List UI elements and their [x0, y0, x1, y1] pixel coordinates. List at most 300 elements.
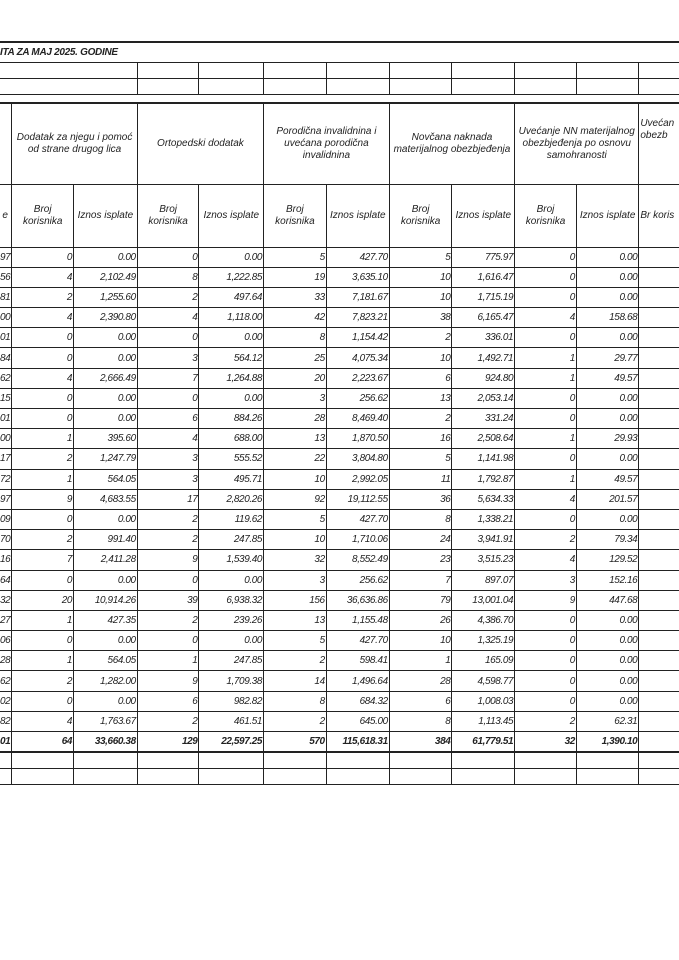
table-row [0, 388, 679, 408]
table-cell: 336.01 [452, 328, 515, 348]
table-cell: 19,112.55 [326, 489, 389, 509]
table-cell: 10 [389, 287, 452, 307]
table-cell: 9 [137, 550, 199, 570]
cell-fragment: 82 [0, 711, 12, 731]
table-cell: 0 [515, 247, 577, 267]
table-cell: 1,141.98 [452, 449, 515, 469]
table-cell: 6,938.32 [199, 590, 264, 610]
table-cell: 0.00 [74, 328, 138, 348]
table-row [0, 328, 679, 348]
table-cell: 2,053.14 [452, 388, 515, 408]
table-cell: 29.93 [576, 429, 638, 449]
blank-row [0, 769, 679, 785]
table-cell: 0 [137, 388, 199, 408]
table-cell: 564.05 [74, 651, 138, 671]
table-cell: 4 [12, 711, 74, 731]
cell-fragment: 84 [0, 348, 12, 368]
group-header-njega: Dodatak za njegu i pomoć od strane drugog lica [12, 103, 137, 185]
table-cell: 2,390.80 [74, 308, 138, 328]
cell-fragment: 16 [0, 550, 12, 570]
cell-fragment: 17 [0, 449, 12, 469]
table-row [0, 509, 679, 529]
table-row [0, 368, 679, 388]
table-cell: 1,710.06 [326, 530, 389, 550]
table-row [0, 308, 679, 328]
table-cell: 49.57 [576, 469, 638, 489]
subheader-row [0, 184, 679, 247]
table-cell: 5,634.33 [452, 489, 515, 509]
table-cell: 1,715.19 [452, 287, 515, 307]
table-cell: 2,508.64 [452, 429, 515, 449]
table-row [0, 550, 679, 570]
table-cell: 239.26 [199, 610, 264, 630]
table-cell: 688.00 [199, 429, 264, 449]
group-header-ortopedski: Ortopedski dodatak [137, 103, 263, 185]
table-cell: 36 [389, 489, 452, 509]
table-cell: 33,660.38 [74, 732, 138, 753]
table-cell: 8 [264, 691, 327, 711]
table-cell: 23 [389, 550, 452, 570]
total-row [0, 732, 679, 753]
table-cell: 17 [137, 489, 199, 509]
table-row [0, 247, 679, 267]
table-cell: 1,154.42 [326, 328, 389, 348]
table-cell: 2 [264, 651, 327, 671]
table-cell: 2 [137, 509, 199, 529]
table-cell: 119.62 [199, 509, 264, 529]
table-cell: 564.12 [199, 348, 264, 368]
table-cell: 8 [389, 509, 452, 529]
cell-fragment: 01 [0, 732, 12, 753]
table-cell: 3 [264, 388, 327, 408]
table-cell: 1,496.64 [326, 671, 389, 691]
table-cell: 1,539.40 [199, 550, 264, 570]
table-cell: 0 [137, 328, 199, 348]
table-cell: 0.00 [74, 509, 138, 529]
table-cell: 1,709.38 [199, 671, 264, 691]
table-cell: 1,008.03 [452, 691, 515, 711]
table-cell: 0.00 [74, 247, 138, 267]
table-cell: 33 [264, 287, 327, 307]
table-cell: 1 [137, 651, 199, 671]
table-cell: 247.85 [199, 651, 264, 671]
table-cell: 39 [137, 590, 199, 610]
cell-fragment: 62 [0, 671, 12, 691]
table-cell: 129.52 [576, 550, 638, 570]
group-header-uvecanje-nn: Uvećanje NN materijalnog obezbjeđenja po osnovu samohranosti [515, 103, 639, 185]
table-cell: 2 [389, 409, 452, 429]
table-cell: 2,223.67 [326, 368, 389, 388]
table-cell: 1,282.00 [74, 671, 138, 691]
table-cell: 1,492.71 [452, 348, 515, 368]
group-header-row [0, 103, 679, 185]
cell-fragment: 70 [0, 530, 12, 550]
report-table-container [0, 41, 679, 785]
table-cell: 2 [389, 328, 452, 348]
table-cell: 0 [137, 570, 199, 590]
table-cell: 1 [515, 469, 577, 489]
table-cell: 16 [389, 429, 452, 449]
table-cell: 0.00 [74, 691, 138, 711]
table-row [0, 651, 679, 671]
table-cell: 2 [12, 287, 74, 307]
table-cell: 4,683.55 [74, 489, 138, 509]
table-cell: 427.70 [326, 631, 389, 651]
table-cell: 4,075.34 [326, 348, 389, 368]
table-cell: 79.34 [576, 530, 638, 550]
table-cell: 1 [12, 429, 74, 449]
table-cell: 1 [12, 610, 74, 630]
table-cell: 1,325.19 [452, 631, 515, 651]
table-cell: 924.80 [452, 368, 515, 388]
table-cell: 42 [264, 308, 327, 328]
table-cell: 684.32 [326, 691, 389, 711]
table-cell: 92 [264, 489, 327, 509]
subheader: Iznos isplate [74, 184, 138, 247]
table-row [0, 449, 679, 469]
cell-fragment: 81 [0, 287, 12, 307]
table-cell: 0 [12, 328, 74, 348]
table-cell: 7 [12, 550, 74, 570]
table-cell: 2 [137, 287, 199, 307]
table-row [0, 711, 679, 731]
table-cell: 4 [137, 308, 199, 328]
table-cell: 152.16 [576, 570, 638, 590]
subheader: Broj korisnika [137, 184, 199, 247]
table-cell: 20 [12, 590, 74, 610]
report-table [0, 41, 679, 785]
table-cell: 13 [264, 429, 327, 449]
table-cell: 2 [137, 711, 199, 731]
table-cell: 247.85 [199, 530, 264, 550]
table-cell: 2 [12, 449, 74, 469]
table-cell: 156 [264, 590, 327, 610]
table-cell: 13,001.04 [452, 590, 515, 610]
table-cell: 1 [515, 429, 577, 449]
table-cell: 461.51 [199, 711, 264, 731]
table-cell: 0.00 [576, 409, 638, 429]
table-cell: 0 [12, 691, 74, 711]
table-cell: 4,386.70 [452, 610, 515, 630]
table-cell: 395.60 [74, 429, 138, 449]
table-cell: 3,941.91 [452, 530, 515, 550]
table-cell: 2,666.49 [74, 368, 138, 388]
table-cell: 1,390.10 [576, 732, 638, 753]
table-cell: 0.00 [576, 631, 638, 651]
table-cell: 991.40 [74, 530, 138, 550]
table-cell: 1,616.47 [452, 267, 515, 287]
table-cell: 3,515.23 [452, 550, 515, 570]
table-cell: 331.24 [452, 409, 515, 429]
table-cell: 4 [515, 550, 577, 570]
table-cell: 1 [515, 348, 577, 368]
table-cell: 10 [389, 631, 452, 651]
table-cell: 115,618.31 [326, 732, 389, 753]
table-cell: 1,264.88 [199, 368, 264, 388]
subheader: Br koris [639, 184, 679, 247]
table-cell: 4 [12, 267, 74, 287]
table-cell: 0.00 [576, 247, 638, 267]
cell-fragment: 72 [0, 469, 12, 489]
cell-fragment: 62 [0, 368, 12, 388]
table-cell: 0.00 [576, 691, 638, 711]
cell-fragment: 00 [0, 308, 12, 328]
table-cell: 4 [12, 308, 74, 328]
table-cell: 158.68 [576, 308, 638, 328]
subheader: Iznos isplate [452, 184, 515, 247]
table-cell: 8 [264, 328, 327, 348]
group-header-novcana: Novčana naknada materijalnog obezbjeđenja [389, 103, 514, 185]
table-cell: 10 [264, 469, 327, 489]
table-cell: 0.00 [74, 631, 138, 651]
cell-fragment: 27 [0, 610, 12, 630]
table-cell: 4 [12, 368, 74, 388]
table-cell: 0 [12, 409, 74, 429]
table-row [0, 610, 679, 630]
table-cell: 447.68 [576, 590, 638, 610]
table-cell: 0 [515, 287, 577, 307]
cell-fragment: 97 [0, 489, 12, 509]
table-cell: 0 [515, 409, 577, 429]
table-cell: 2 [12, 530, 74, 550]
blank-row [0, 752, 679, 769]
table-cell: 0 [515, 651, 577, 671]
subheader: Iznos isplate [199, 184, 264, 247]
table-cell: 4 [515, 308, 577, 328]
table-cell: 2,102.49 [74, 267, 138, 287]
table-cell: 3 [515, 570, 577, 590]
table-cell: 427.35 [74, 610, 138, 630]
table-cell: 7,181.67 [326, 287, 389, 307]
table-cell: 2 [515, 530, 577, 550]
table-cell: 2,411.28 [74, 550, 138, 570]
table-cell: 5 [389, 247, 452, 267]
table-cell: 9 [137, 671, 199, 691]
table-cell: 0 [515, 691, 577, 711]
table-cell: 0.00 [576, 509, 638, 529]
table-row [0, 287, 679, 307]
table-cell: 6 [389, 368, 452, 388]
cell-fragment: 06 [0, 631, 12, 651]
title-row [0, 42, 679, 63]
table-cell: 0.00 [576, 328, 638, 348]
table-cell: 1 [515, 368, 577, 388]
table-cell: 427.70 [326, 509, 389, 529]
table-cell: 8 [389, 711, 452, 731]
table-row [0, 267, 679, 287]
table-cell: 0.00 [74, 348, 138, 368]
table-cell: 36,636.86 [326, 590, 389, 610]
table-cell: 1,792.87 [452, 469, 515, 489]
table-cell: 32 [515, 732, 577, 753]
table-cell: 0 [515, 631, 577, 651]
table-cell: 570 [264, 732, 327, 753]
table-cell: 1,155.48 [326, 610, 389, 630]
table-cell: 25 [264, 348, 327, 368]
table-cell: 555.52 [199, 449, 264, 469]
table-cell: 0.00 [199, 388, 264, 408]
cell-fragment: 97 [0, 247, 12, 267]
table-cell: 775.97 [452, 247, 515, 267]
table-cell: 2 [264, 711, 327, 731]
table-cell: 1 [12, 469, 74, 489]
table-cell: 6 [137, 691, 199, 711]
table-cell: 14 [264, 671, 327, 691]
table-cell: 0.00 [199, 247, 264, 267]
table-cell: 256.62 [326, 570, 389, 590]
table-cell: 0 [515, 267, 577, 287]
table-cell: 22 [264, 449, 327, 469]
table-cell: 1 [389, 651, 452, 671]
cell-fragment: 15 [0, 388, 12, 408]
table-cell: 0.00 [576, 267, 638, 287]
table-cell: 7 [389, 570, 452, 590]
table-cell: 645.00 [326, 711, 389, 731]
table-cell: 4,598.77 [452, 671, 515, 691]
table-cell: 129 [137, 732, 199, 753]
table-cell: 0 [515, 328, 577, 348]
table-cell: 0.00 [576, 651, 638, 671]
table-cell: 7,823.21 [326, 308, 389, 328]
blank-row [0, 63, 679, 79]
cell-fragment: 01 [0, 328, 12, 348]
table-row [0, 530, 679, 550]
table-cell: 1,247.79 [74, 449, 138, 469]
table-cell: 49.57 [576, 368, 638, 388]
group-header-porodicna: Porodična invalidnina i uvećana porodična invalidnina [264, 103, 390, 185]
table-cell: 0 [12, 570, 74, 590]
table-cell: 0 [515, 610, 577, 630]
blank-row [0, 79, 679, 95]
table-cell: 1,113.45 [452, 711, 515, 731]
table-row [0, 409, 679, 429]
table-row [0, 590, 679, 610]
subheader-fragment: e [0, 184, 12, 247]
table-cell: 0.00 [576, 449, 638, 469]
cell-fragment: 09 [0, 509, 12, 529]
table-cell: 0.00 [199, 328, 264, 348]
table-cell: 0 [12, 509, 74, 529]
table-cell: 5 [389, 449, 452, 469]
cell-fragment: 00 [0, 429, 12, 449]
table-cell: 598.41 [326, 651, 389, 671]
table-row [0, 570, 679, 590]
table-cell: 1,763.67 [74, 711, 138, 731]
table-cell: 2,992.05 [326, 469, 389, 489]
table-cell: 62.31 [576, 711, 638, 731]
table-cell: 201.57 [576, 489, 638, 509]
table-row [0, 489, 679, 509]
cell-fragment: 64 [0, 570, 12, 590]
table-cell: 10,914.26 [74, 590, 138, 610]
subheader: Iznos isplate [326, 184, 389, 247]
table-cell: 64 [12, 732, 74, 753]
table-cell: 3 [264, 570, 327, 590]
table-cell: 19 [264, 267, 327, 287]
table-row [0, 429, 679, 449]
subheader: Broj korisnika [515, 184, 577, 247]
cell-fragment: 32 [0, 590, 12, 610]
table-cell: 13 [264, 610, 327, 630]
table-cell: 0 [12, 631, 74, 651]
table-row [0, 348, 679, 368]
table-cell: 0 [515, 388, 577, 408]
table-cell: 0.00 [576, 610, 638, 630]
table-cell: 3 [137, 348, 199, 368]
table-cell: 6 [137, 409, 199, 429]
table-cell: 3 [137, 449, 199, 469]
table-cell: 2 [137, 530, 199, 550]
table-cell: 2 [137, 610, 199, 630]
table-cell: 20 [264, 368, 327, 388]
table-cell: 0.00 [74, 388, 138, 408]
table-cell: 6,165.47 [452, 308, 515, 328]
table-cell: 10 [389, 267, 452, 287]
subheader: Broj korisnika [264, 184, 327, 247]
table-row [0, 671, 679, 691]
table-cell: 0 [137, 247, 199, 267]
table-cell: 2 [515, 711, 577, 731]
table-cell: 0 [12, 388, 74, 408]
table-cell: 10 [389, 348, 452, 368]
table-cell: 0 [515, 449, 577, 469]
table-cell: 1,338.21 [452, 509, 515, 529]
table-cell: 0.00 [576, 388, 638, 408]
table-cell: 8,469.40 [326, 409, 389, 429]
table-cell: 9 [12, 489, 74, 509]
table-cell: 22,597.25 [199, 732, 264, 753]
table-row [0, 691, 679, 711]
table-cell: 0 [515, 671, 577, 691]
table-cell: 2,820.26 [199, 489, 264, 509]
table-cell: 0 [515, 509, 577, 529]
table-cell: 0.00 [74, 570, 138, 590]
table-row [0, 469, 679, 489]
table-cell: 0.00 [199, 631, 264, 651]
table-cell: 29.77 [576, 348, 638, 368]
table-cell: 1,118.00 [199, 308, 264, 328]
table-cell: 2 [12, 671, 74, 691]
table-cell: 495.71 [199, 469, 264, 489]
table-cell: 0 [137, 631, 199, 651]
table-cell: 28 [389, 671, 452, 691]
table-cell: 4 [137, 429, 199, 449]
table-cell: 884.26 [199, 409, 264, 429]
table-cell: 9 [515, 590, 577, 610]
table-cell: 0 [12, 247, 74, 267]
table-cell: 61,779.51 [452, 732, 515, 753]
table-cell: 26 [389, 610, 452, 630]
table-cell: 0.00 [576, 287, 638, 307]
subheader: Broj korisnika [389, 184, 452, 247]
table-cell: 5 [264, 631, 327, 651]
subheader: Iznos isplate [576, 184, 638, 247]
report-title: ITA ZA MAJ 2025. GODINE [0, 42, 679, 63]
table-cell: 256.62 [326, 388, 389, 408]
table-cell: 564.05 [74, 469, 138, 489]
table-cell: 13 [389, 388, 452, 408]
table-cell: 38 [389, 308, 452, 328]
table-cell: 5 [264, 247, 327, 267]
table-cell: 8 [137, 267, 199, 287]
cell-fragment: 28 [0, 651, 12, 671]
table-cell: 5 [264, 509, 327, 529]
group-header-uvecanje-cut: Uvećan obezb [639, 103, 679, 185]
table-cell: 79 [389, 590, 452, 610]
table-cell: 11 [389, 469, 452, 489]
table-cell: 497.64 [199, 287, 264, 307]
table-cell: 3,635.10 [326, 267, 389, 287]
